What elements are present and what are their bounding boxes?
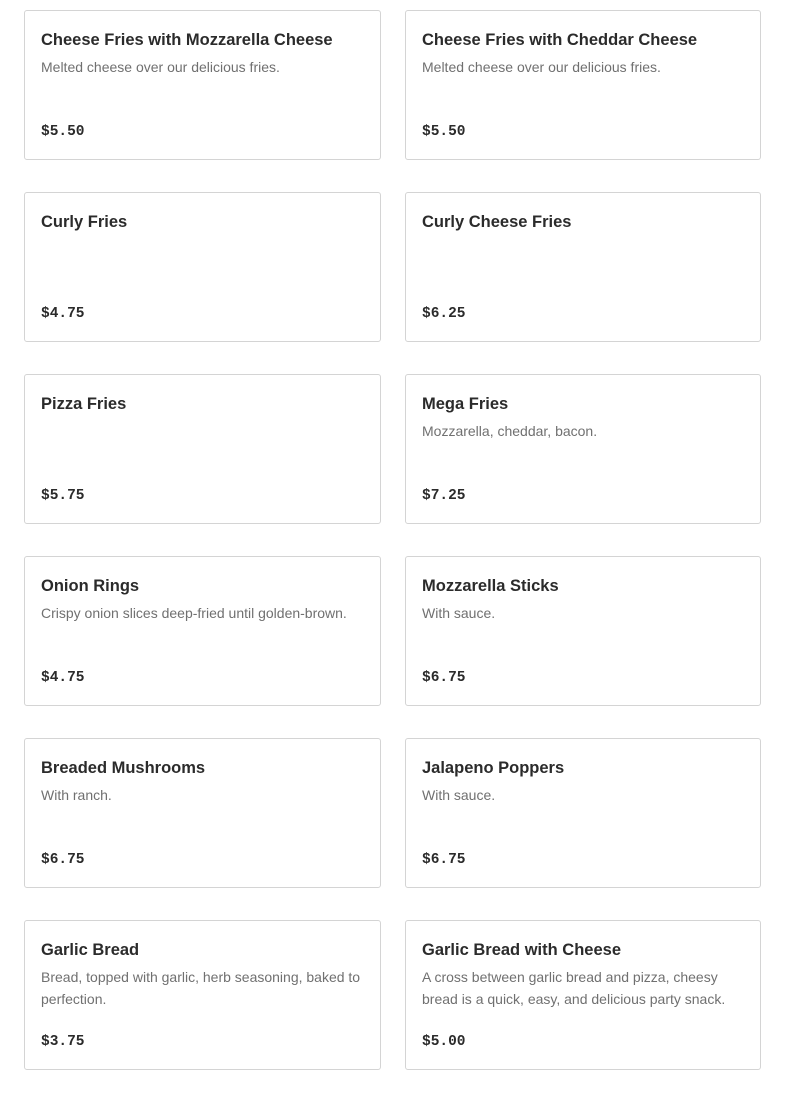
menu-item-grid — [24, 10, 761, 1070]
menu-item-card[interactable] — [24, 738, 381, 888]
menu-item-card[interactable] — [405, 192, 761, 342]
menu-item-name: Jalapeno Poppers — [422, 759, 565, 777]
menu-item-card[interactable] — [405, 738, 761, 888]
menu-item-name: Curly Cheese Fries — [422, 213, 572, 231]
menu-item-card[interactable] — [405, 374, 761, 524]
menu-item-price: $6.75 — [41, 852, 85, 868]
menu-item-description: With sauce. — [422, 787, 496, 803]
menu-item-price: $6.25 — [422, 306, 466, 322]
menu-item-name: Pizza Fries — [41, 395, 127, 413]
menu-item-price: $5.00 — [422, 1034, 466, 1050]
menu-item-price: $3.75 — [41, 1034, 85, 1050]
menu-item-price: $7.25 — [422, 488, 466, 504]
menu-item-card[interactable] — [405, 10, 761, 160]
menu-item-name: Cheese Fries with Cheddar Cheese — [422, 31, 698, 49]
menu-item-card[interactable] — [405, 920, 761, 1070]
menu-item-price: $6.75 — [422, 670, 466, 686]
menu-item-name: Cheese Fries with Mozzarella Cheese — [41, 31, 333, 49]
menu-item-card[interactable] — [24, 920, 381, 1070]
menu-item-price: $4.75 — [41, 306, 85, 322]
menu-item-description: Mozzarella, cheddar, bacon. — [422, 423, 598, 439]
menu-item-price: $5.75 — [41, 488, 85, 504]
menu-item-name: Garlic Bread with Cheese — [422, 941, 621, 959]
menu-item-name: Breaded Mushrooms — [41, 759, 206, 777]
menu-item-price: $5.50 — [41, 124, 85, 140]
menu-item-description: With ranch. — [41, 787, 112, 803]
menu-item-card[interactable] — [405, 556, 761, 706]
menu-item-description: With sauce. — [422, 605, 496, 621]
menu-item-price: $6.75 — [422, 852, 466, 868]
menu-item-description: Melted cheese over our delicious fries. — [422, 59, 661, 75]
menu-item-price: $4.75 — [41, 670, 85, 686]
menu-item-name: Onion Rings — [41, 577, 140, 595]
menu-item-name: Mozzarella Sticks — [422, 577, 559, 595]
menu-item-price: $5.50 — [422, 124, 466, 140]
menu-item-name: Mega Fries — [422, 395, 509, 413]
menu-item-name: Garlic Bread — [41, 941, 140, 959]
menu-item-description: Melted cheese over our delicious fries. — [41, 59, 280, 75]
menu-item-description: A cross between garlic bread and pizza, cheesy bread is a quick, easy, and delicious party snack. — [422, 969, 726, 1007]
menu-item-description: Bread, topped with garlic, herb seasoning, baked to perfection. — [41, 969, 361, 1007]
menu-item-card[interactable] — [24, 192, 381, 342]
menu-item-description: Crispy onion slices deep-fried until golden-brown. — [41, 605, 347, 621]
menu-item-card[interactable] — [24, 556, 381, 706]
menu-item-card[interactable] — [24, 10, 381, 160]
menu-item-card[interactable] — [24, 374, 381, 524]
menu-item-name: Curly Fries — [41, 213, 128, 231]
